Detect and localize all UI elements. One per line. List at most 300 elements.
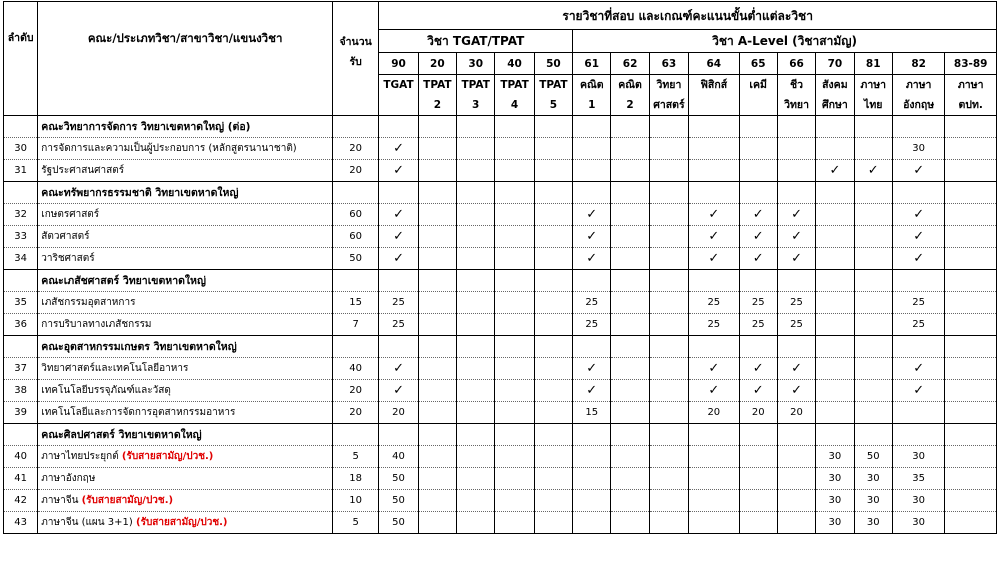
- min-score-cell: [945, 292, 997, 314]
- table-row: [4, 490, 997, 512]
- faculty-row-empty-cell: [777, 424, 815, 446]
- required-check-icon: ✓: [777, 380, 815, 402]
- program-name-cell: [38, 358, 333, 380]
- min-score-cell: [854, 138, 892, 160]
- required-check-icon: ✓: [892, 204, 944, 226]
- min-score-cell: [495, 292, 534, 314]
- min-score-cell: [495, 204, 534, 226]
- min-score-cell: 20: [739, 402, 777, 424]
- required-check-icon: ✓: [892, 248, 944, 270]
- subject-code: 50: [534, 53, 572, 75]
- subject-name: คณิต: [573, 75, 611, 95]
- faculty-row-empty-cell: [816, 336, 854, 358]
- min-score-cell: [611, 490, 649, 512]
- min-score-cell: [495, 138, 534, 160]
- min-score-cell: [573, 468, 611, 490]
- required-check-icon: ✓: [689, 358, 739, 380]
- subject-name: TGAT: [379, 75, 418, 95]
- min-score-cell: [611, 468, 649, 490]
- min-score-cell: [945, 446, 997, 468]
- min-score-cell: [816, 248, 854, 270]
- min-score-cell: [689, 160, 739, 182]
- subject-name: เคมี: [739, 75, 777, 95]
- faculty-row-empty-cell: [457, 336, 495, 358]
- faculty-row-empty-cell: [457, 270, 495, 292]
- subject-name: 2: [418, 95, 456, 116]
- min-score-cell: [495, 446, 534, 468]
- min-score-cell: 50: [854, 446, 892, 468]
- required-check-icon: ✓: [573, 380, 611, 402]
- faculty-row-empty-cell: [332, 270, 378, 292]
- subject-name: วิทยา: [649, 75, 688, 95]
- required-check-icon: ✓: [892, 226, 944, 248]
- min-score-cell: [649, 248, 688, 270]
- min-score-cell: [534, 314, 572, 336]
- faculty-row-empty-cell: [379, 424, 418, 446]
- faculty-row-empty-cell: [892, 336, 944, 358]
- required-check-icon: ✓: [689, 204, 739, 226]
- subject-name: 4: [495, 95, 534, 116]
- faculty-row-empty-cell: [739, 336, 777, 358]
- subject-name: ภาษา: [854, 75, 892, 95]
- quota-value: 10: [332, 490, 378, 512]
- min-score-cell: [689, 490, 739, 512]
- required-check-icon: ✓: [573, 358, 611, 380]
- min-score-cell: [611, 314, 649, 336]
- faculty-row-empty-cell: [457, 424, 495, 446]
- program-name: เทคโนโลยีบรรจุภัณฑ์และวัสดุ: [41, 384, 171, 396]
- header-top-title: รายวิชาที่สอบ และเกณฑ์คะแนนขั้นต่ำแต่ละวิชา: [379, 2, 997, 30]
- row-number: 38: [4, 380, 38, 402]
- min-score-cell: [611, 380, 649, 402]
- min-score-cell: [854, 358, 892, 380]
- min-score-cell: 25: [689, 292, 739, 314]
- min-score-cell: [418, 138, 456, 160]
- min-score-cell: [816, 402, 854, 424]
- header-no: ลำดับ: [4, 2, 38, 116]
- min-score-cell: [418, 204, 456, 226]
- subject-code: 70: [816, 53, 854, 75]
- program-name-cell: [38, 138, 333, 160]
- min-score-cell: [649, 446, 688, 468]
- faculty-row-empty-cell: [332, 424, 378, 446]
- subject-name: 5: [534, 95, 572, 116]
- faculty-row-empty-cell: [945, 270, 997, 292]
- row-number: 42: [4, 490, 38, 512]
- min-score-cell: 20: [689, 402, 739, 424]
- min-score-cell: [534, 380, 572, 402]
- min-score-cell: [611, 204, 649, 226]
- min-score-cell: [418, 446, 456, 468]
- required-check-icon: ✓: [379, 138, 418, 160]
- required-check-icon: ✓: [689, 248, 739, 270]
- header-quota-line2: รับ: [349, 56, 362, 68]
- min-score-cell: 25: [892, 292, 944, 314]
- program-name: เภสัชกรรมอุตสาหการ: [41, 296, 136, 308]
- faculty-row-empty-cell: [495, 336, 534, 358]
- min-score-cell: [945, 248, 997, 270]
- subject-code: 20: [418, 53, 456, 75]
- min-score-cell: [457, 226, 495, 248]
- min-score-cell: [611, 248, 649, 270]
- faculty-row: [4, 116, 997, 138]
- min-score-cell: [649, 468, 688, 490]
- faculty-row-empty-cell: [649, 270, 688, 292]
- min-score-cell: [649, 314, 688, 336]
- min-score-cell: [945, 314, 997, 336]
- faculty-row: [4, 336, 997, 358]
- subject-name: อังกฤษ: [892, 95, 944, 116]
- min-score-cell: [611, 512, 649, 534]
- min-score-cell: [611, 226, 649, 248]
- program-note: (รับสายสามัญ/ปวช.): [121, 450, 214, 462]
- min-score-cell: 30: [854, 468, 892, 490]
- min-score-cell: 50: [379, 512, 418, 534]
- subject-name: คณิต: [611, 75, 649, 95]
- required-check-icon: ✓: [739, 380, 777, 402]
- min-score-cell: [739, 468, 777, 490]
- faculty-row: [4, 424, 997, 446]
- header-group-tgat: วิชา TGAT/TPAT: [379, 30, 573, 53]
- faculty-row-empty-cell: [611, 270, 649, 292]
- row-number: 40: [4, 446, 38, 468]
- table-row: [4, 446, 997, 468]
- min-score-cell: 30: [816, 446, 854, 468]
- program-name: การบริบาลทางเภสัชกรรม: [41, 318, 152, 330]
- min-score-cell: [457, 204, 495, 226]
- min-score-cell: [495, 380, 534, 402]
- min-score-cell: [649, 402, 688, 424]
- subject-code: 82: [892, 53, 944, 75]
- min-score-cell: [418, 402, 456, 424]
- faculty-title: คณะอุตสาหกรรมเกษตร วิทยาเขตหาดใหญ่: [38, 336, 333, 358]
- min-score-cell: 25: [379, 292, 418, 314]
- faculty-row-empty-cell: [689, 270, 739, 292]
- quota-value: 18: [332, 468, 378, 490]
- min-score-cell: [534, 446, 572, 468]
- min-score-cell: [777, 468, 815, 490]
- min-score-cell: [534, 204, 572, 226]
- min-score-cell: [418, 468, 456, 490]
- required-check-icon: ✓: [777, 248, 815, 270]
- program-name: สัตวศาสตร์: [41, 230, 90, 242]
- min-score-cell: [534, 358, 572, 380]
- min-score-cell: [534, 490, 572, 512]
- subject-name: ภาษา: [892, 75, 944, 95]
- table-row: [4, 138, 997, 160]
- min-score-cell: [534, 468, 572, 490]
- faculty-row-empty-cell: [379, 336, 418, 358]
- subject-name: ตปท.: [945, 95, 997, 116]
- faculty-row-empty-cell: [611, 336, 649, 358]
- min-score-cell: [495, 490, 534, 512]
- min-score-cell: [418, 512, 456, 534]
- subject-name: [379, 95, 418, 116]
- subject-code: 61: [573, 53, 611, 75]
- required-check-icon: ✓: [379, 204, 418, 226]
- program-name-cell: [38, 160, 333, 182]
- subject-code: 65: [739, 53, 777, 75]
- faculty-row-empty-cell: [777, 116, 815, 138]
- min-score-cell: [777, 490, 815, 512]
- min-score-cell: [573, 490, 611, 512]
- program-name-cell: [38, 468, 333, 490]
- faculty-row-no-cell: [4, 270, 38, 292]
- min-score-cell: [649, 380, 688, 402]
- required-check-icon: ✓: [892, 358, 944, 380]
- row-number: 37: [4, 358, 38, 380]
- faculty-row-empty-cell: [534, 270, 572, 292]
- min-score-cell: 50: [379, 468, 418, 490]
- min-score-cell: 25: [777, 292, 815, 314]
- program-name-cell: [38, 490, 333, 512]
- min-score-cell: [418, 380, 456, 402]
- min-score-cell: [457, 138, 495, 160]
- min-score-cell: [649, 292, 688, 314]
- faculty-title: คณะทรัพยากรธรรมชาติ วิทยาเขตหาดใหญ่: [38, 182, 333, 204]
- min-score-cell: [457, 358, 495, 380]
- subject-name: 2: [611, 95, 649, 116]
- row-number: 39: [4, 402, 38, 424]
- faculty-row-empty-cell: [418, 116, 456, 138]
- min-score-cell: [945, 226, 997, 248]
- row-number: 43: [4, 512, 38, 534]
- table-row: [4, 248, 997, 270]
- quota-value: 20: [332, 160, 378, 182]
- min-score-cell: [649, 138, 688, 160]
- faculty-row-empty-cell: [534, 116, 572, 138]
- subject-name: TPAT: [534, 75, 572, 95]
- min-score-cell: [457, 468, 495, 490]
- min-score-cell: [689, 138, 739, 160]
- program-name-cell: [38, 292, 333, 314]
- min-score-cell: 25: [573, 292, 611, 314]
- min-score-cell: 30: [892, 490, 944, 512]
- program-note: (รับสายสามัญ/ปวช.): [136, 516, 228, 528]
- faculty-row-empty-cell: [689, 182, 739, 204]
- required-check-icon: ✓: [689, 226, 739, 248]
- faculty-row-empty-cell: [739, 116, 777, 138]
- min-score-cell: [945, 490, 997, 512]
- min-score-cell: [854, 226, 892, 248]
- min-score-cell: [816, 138, 854, 160]
- program-name: รัฐประศาสนศาสตร์: [41, 164, 125, 176]
- row-number: 36: [4, 314, 38, 336]
- min-score-cell: [689, 512, 739, 534]
- header-quota-line1: จำนวน: [339, 36, 372, 48]
- table-row: [4, 358, 997, 380]
- min-score-cell: [534, 402, 572, 424]
- program-note: (รับสายสามัญ/ปวช.): [81, 494, 174, 506]
- quota-value: 60: [332, 204, 378, 226]
- min-score-cell: [611, 292, 649, 314]
- required-check-icon: ✓: [379, 380, 418, 402]
- required-check-icon: ✓: [854, 160, 892, 182]
- min-score-cell: [573, 138, 611, 160]
- faculty-row-empty-cell: [332, 116, 378, 138]
- required-check-icon: ✓: [573, 248, 611, 270]
- faculty-row-empty-cell: [495, 116, 534, 138]
- faculty-row-empty-cell: [649, 182, 688, 204]
- required-check-icon: ✓: [573, 204, 611, 226]
- min-score-cell: [457, 292, 495, 314]
- row-number: 41: [4, 468, 38, 490]
- quota-value: 20: [332, 138, 378, 160]
- quota-value: 40: [332, 358, 378, 380]
- program-name: ภาษาไทยประยุกต์: [41, 450, 122, 462]
- table-row: [4, 226, 997, 248]
- faculty-row-empty-cell: [457, 116, 495, 138]
- min-score-cell: [495, 358, 534, 380]
- faculty-row-empty-cell: [611, 182, 649, 204]
- min-score-cell: [611, 358, 649, 380]
- min-score-cell: [816, 380, 854, 402]
- program-name: ภาษาจีน (แผน 3+1): [41, 516, 136, 528]
- program-name: เกษตรศาสตร์: [41, 208, 100, 220]
- row-number: 32: [4, 204, 38, 226]
- faculty-row-empty-cell: [573, 424, 611, 446]
- faculty-row-empty-cell: [777, 270, 815, 292]
- required-check-icon: ✓: [379, 226, 418, 248]
- min-score-cell: [854, 380, 892, 402]
- min-score-cell: 30: [892, 446, 944, 468]
- faculty-row-empty-cell: [689, 336, 739, 358]
- min-score-cell: 30: [854, 512, 892, 534]
- faculty-row-no-cell: [4, 116, 38, 138]
- min-score-cell: [534, 292, 572, 314]
- min-score-cell: [495, 248, 534, 270]
- faculty-title: คณะวิทยาการจัดการ วิทยาเขตหาดใหญ่ (ต่อ): [38, 116, 333, 138]
- header-program: คณะ/ประเภทวิชา/สาขาวิชา/แขนงวิชา: [38, 2, 333, 116]
- min-score-cell: 50: [379, 490, 418, 512]
- required-check-icon: ✓: [777, 204, 815, 226]
- faculty-row-empty-cell: [379, 270, 418, 292]
- subject-code: 30: [457, 53, 495, 75]
- faculty-row-empty-cell: [892, 182, 944, 204]
- min-score-cell: [892, 402, 944, 424]
- faculty-row-empty-cell: [816, 270, 854, 292]
- program-name: ภาษาอังกฤษ: [41, 472, 96, 484]
- min-score-cell: [816, 314, 854, 336]
- min-score-cell: 20: [777, 402, 815, 424]
- quota-value: 50: [332, 248, 378, 270]
- min-score-cell: [777, 160, 815, 182]
- subject-name: สังคม: [816, 75, 854, 95]
- required-check-icon: ✓: [739, 358, 777, 380]
- required-check-icon: ✓: [816, 160, 854, 182]
- row-number: 31: [4, 160, 38, 182]
- faculty-row-empty-cell: [854, 424, 892, 446]
- required-check-icon: ✓: [892, 380, 944, 402]
- min-score-cell: [649, 226, 688, 248]
- min-score-cell: 30: [816, 512, 854, 534]
- header-quota: [332, 2, 378, 116]
- required-check-icon: ✓: [689, 380, 739, 402]
- min-score-cell: 25: [689, 314, 739, 336]
- required-check-icon: ✓: [739, 204, 777, 226]
- program-name-cell: [38, 248, 333, 270]
- min-score-cell: [418, 160, 456, 182]
- required-check-icon: ✓: [379, 358, 418, 380]
- table-row: [4, 468, 997, 490]
- min-score-cell: [457, 512, 495, 534]
- min-score-cell: [649, 204, 688, 226]
- min-score-cell: [816, 226, 854, 248]
- program-name: ภาษาจีน: [41, 494, 82, 506]
- subject-name: ไทย: [854, 95, 892, 116]
- table-row: [4, 512, 997, 534]
- faculty-row-empty-cell: [332, 336, 378, 358]
- table-row: [4, 292, 997, 314]
- header-group-alevel: วิชา A-Level (วิชาสามัญ): [573, 30, 997, 53]
- subject-code: 40: [495, 53, 534, 75]
- subject-name: ชีว: [777, 75, 815, 95]
- min-score-cell: [573, 512, 611, 534]
- min-score-cell: [854, 402, 892, 424]
- faculty-row-empty-cell: [379, 116, 418, 138]
- min-score-cell: [649, 512, 688, 534]
- min-score-cell: [534, 160, 572, 182]
- program-name-cell: [38, 446, 333, 468]
- required-check-icon: ✓: [739, 248, 777, 270]
- min-score-cell: [689, 446, 739, 468]
- table-row: [4, 314, 997, 336]
- subject-name: 3: [457, 95, 495, 116]
- faculty-row-empty-cell: [945, 336, 997, 358]
- required-check-icon: ✓: [379, 160, 418, 182]
- faculty-row-empty-cell: [573, 182, 611, 204]
- min-score-cell: 40: [379, 446, 418, 468]
- min-score-cell: [418, 490, 456, 512]
- required-check-icon: ✓: [892, 160, 944, 182]
- quota-value: 7: [332, 314, 378, 336]
- required-check-icon: ✓: [777, 358, 815, 380]
- min-score-cell: [649, 490, 688, 512]
- min-score-cell: [457, 380, 495, 402]
- faculty-row-empty-cell: [777, 182, 815, 204]
- min-score-cell: 30: [892, 512, 944, 534]
- subject-name: ฟิสิกส์: [689, 75, 739, 95]
- faculty-row: [4, 182, 997, 204]
- faculty-row-no-cell: [4, 182, 38, 204]
- required-check-icon: ✓: [777, 226, 815, 248]
- min-score-cell: [816, 292, 854, 314]
- faculty-row-empty-cell: [854, 270, 892, 292]
- quota-value: 20: [332, 380, 378, 402]
- min-score-cell: [945, 468, 997, 490]
- subject-name: TPAT: [457, 75, 495, 95]
- row-number: 34: [4, 248, 38, 270]
- min-score-cell: 25: [777, 314, 815, 336]
- min-score-cell: 15: [573, 402, 611, 424]
- min-score-cell: [418, 226, 456, 248]
- faculty-row-empty-cell: [457, 182, 495, 204]
- min-score-cell: [495, 512, 534, 534]
- min-score-cell: 35: [892, 468, 944, 490]
- required-check-icon: ✓: [739, 226, 777, 248]
- min-score-cell: [457, 490, 495, 512]
- min-score-cell: [418, 314, 456, 336]
- quota-value: 5: [332, 446, 378, 468]
- program-name-cell: [38, 380, 333, 402]
- min-score-cell: 25: [739, 292, 777, 314]
- min-score-cell: [777, 446, 815, 468]
- min-score-cell: [534, 138, 572, 160]
- min-score-cell: 25: [379, 314, 418, 336]
- subject-code: 81: [854, 53, 892, 75]
- min-score-cell: 20: [379, 402, 418, 424]
- faculty-row-empty-cell: [573, 270, 611, 292]
